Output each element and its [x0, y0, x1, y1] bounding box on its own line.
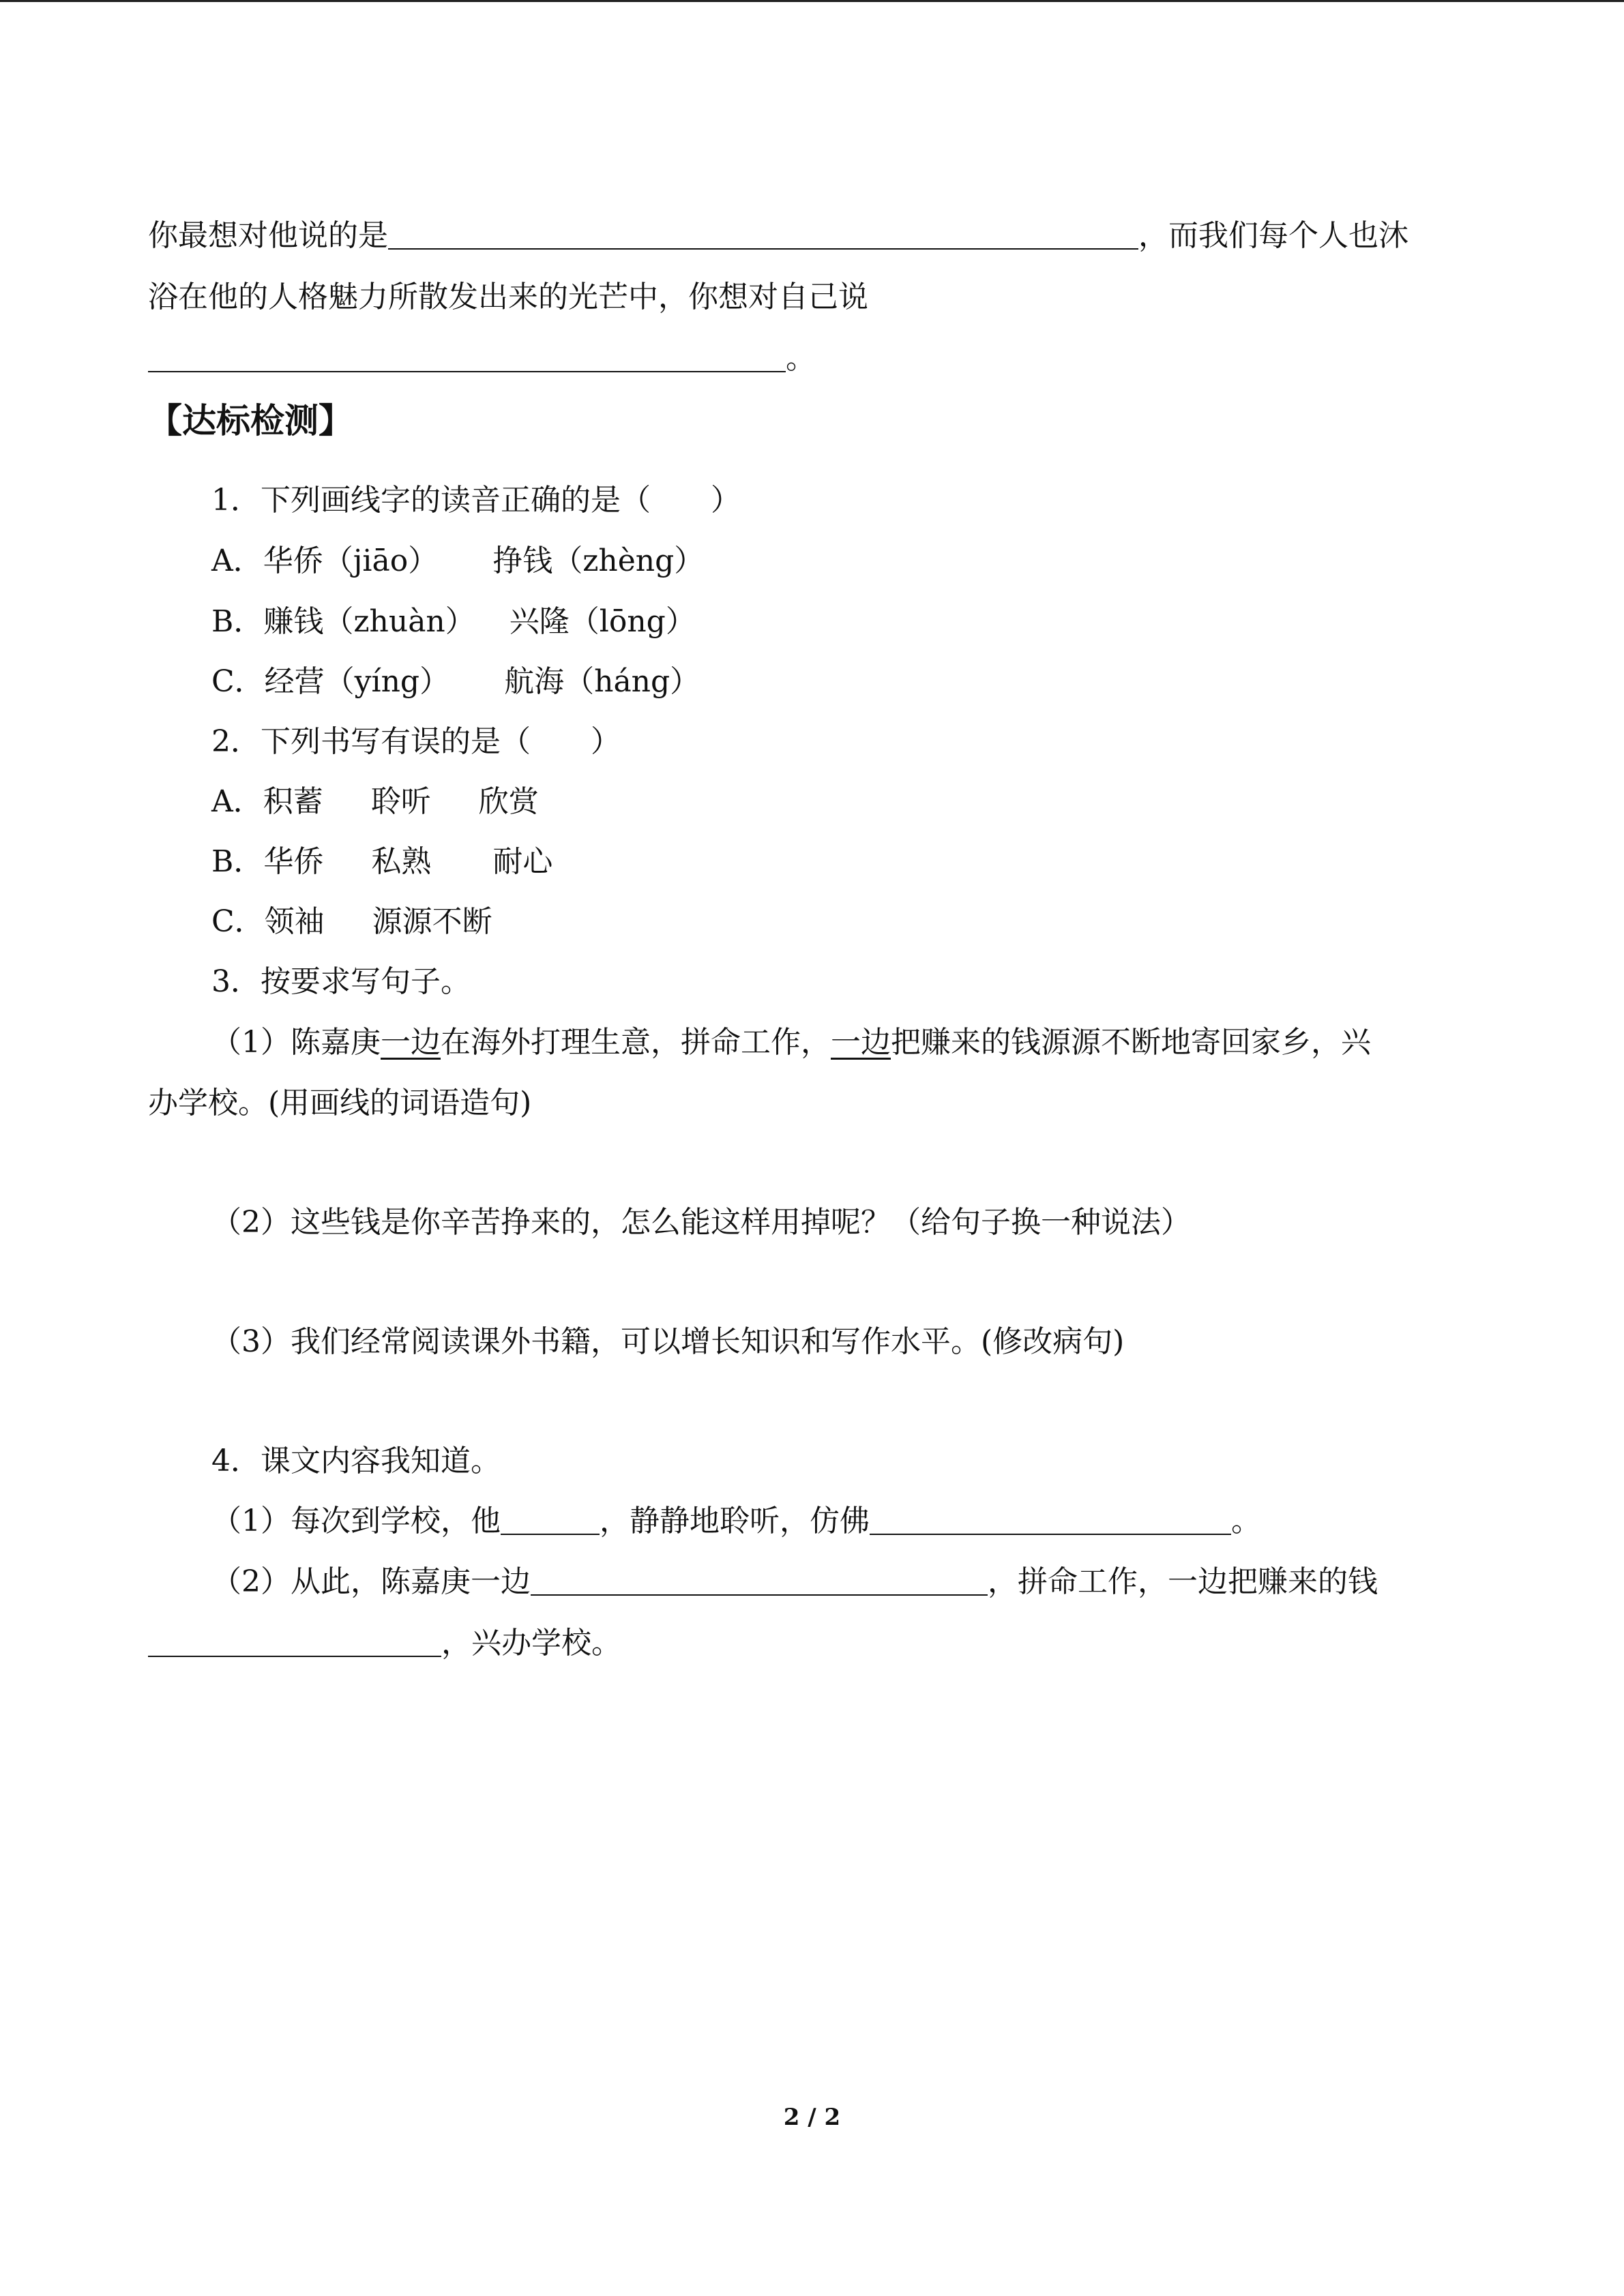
option-text: B．华侨 [211, 844, 324, 879]
question-1-option-a [211, 541, 704, 582]
answer-blank[interactable] [870, 1504, 1231, 1535]
question-4-stem: 4．课文内容我知道。 [211, 1444, 501, 1478]
option-text: 欣赏 [478, 784, 539, 819]
question-2-option-b [211, 841, 552, 882]
option-text: 源源不断 [372, 904, 492, 939]
section-heading: 【达标检测】 [148, 401, 353, 441]
sentence-text: ，静静地聆听，仿佛 [600, 1504, 870, 1538]
option-text: C．领袖 [211, 904, 325, 939]
question-1-option-c [211, 661, 700, 702]
answer-blank[interactable] [388, 218, 1138, 250]
option-text: 私熟 [371, 844, 432, 879]
sentence-text: 在海外打理生意，拼命工作， [441, 1025, 831, 1060]
question-3-sentence-3: （3）我们经常阅读课外书籍，可以增长知识和写作水平。(修改病句) [211, 1324, 1125, 1359]
question-3-stem: 3．按要求写句子。 [211, 964, 471, 999]
sentence-text: 。 [1231, 1504, 1261, 1538]
question-4-sentence-1 [211, 1501, 1261, 1542]
question-3-sentence-1-cont: 办学校。(用画线的词语造句) [148, 1086, 532, 1120]
sentence-text: ，兴办学校。 [441, 1626, 621, 1660]
question-2-option-c [211, 901, 492, 942]
question-1-option-b [211, 601, 696, 642]
answer-blank[interactable] [148, 341, 786, 372]
sentence-text: （1）陈嘉庚 [211, 1025, 381, 1060]
question-2-stem: 2．下列书写有误的是（ ） [211, 724, 621, 759]
underlined-word: 一边 [381, 1025, 441, 1060]
option-text: 航海（háng） [504, 664, 700, 699]
answer-blank[interactable] [501, 1504, 600, 1535]
answer-blank[interactable] [531, 1564, 988, 1596]
sentence-text: 把赚来的钱源源不断地寄回家乡，兴 [891, 1025, 1371, 1060]
intro-text: 浴在他的人格魅力所散发出来的光芒中，你想对自己说 [148, 280, 868, 314]
option-text: B．赚钱（zhuàn） [211, 604, 475, 639]
sentence-text: （2）从此，陈嘉庚一边 [211, 1564, 531, 1599]
option-text: 挣钱（zhèng） [492, 543, 705, 578]
option-text: 兴隆（lōng） [509, 604, 696, 639]
question-3-sentence-1 [211, 1022, 1371, 1063]
intro-text: 。 [786, 341, 816, 376]
intro-text: 你最想对他说的是 [148, 218, 388, 253]
intro-line-1 [148, 215, 1408, 256]
sentence-text: （1）每次到学校，他 [211, 1504, 501, 1538]
page-number: 2 / 2 [783, 2104, 841, 2131]
question-1-stem: 1．下列画线字的读音正确的是（ ） [211, 483, 741, 518]
intro-line-2 [148, 277, 868, 318]
sentence-text: ，拼命工作，一边把赚来的钱 [988, 1564, 1378, 1599]
option-text: 聆听 [370, 784, 431, 819]
intro-text: ，而我们每个人也沐 [1138, 218, 1408, 253]
underlined-word: 一边 [831, 1025, 891, 1060]
top-border [0, 0, 1624, 2]
option-text: A．华侨（jiāo） [211, 543, 439, 578]
option-text: C．经营（yíng） [211, 664, 450, 699]
option-text: 耐心 [492, 844, 553, 879]
question-4-sentence-2 [211, 1562, 1378, 1602]
option-text: A．积蓄 [211, 784, 323, 819]
answer-blank[interactable] [148, 1626, 441, 1657]
question-4-sentence-2-cont [148, 1623, 621, 1664]
question-2-option-a [211, 781, 539, 822]
intro-line-3 [148, 338, 816, 379]
question-3-sentence-2: （2）这些钱是你辛苦挣来的，怎么能这样用掉呢？（给句子换一种说法） [211, 1205, 1191, 1240]
